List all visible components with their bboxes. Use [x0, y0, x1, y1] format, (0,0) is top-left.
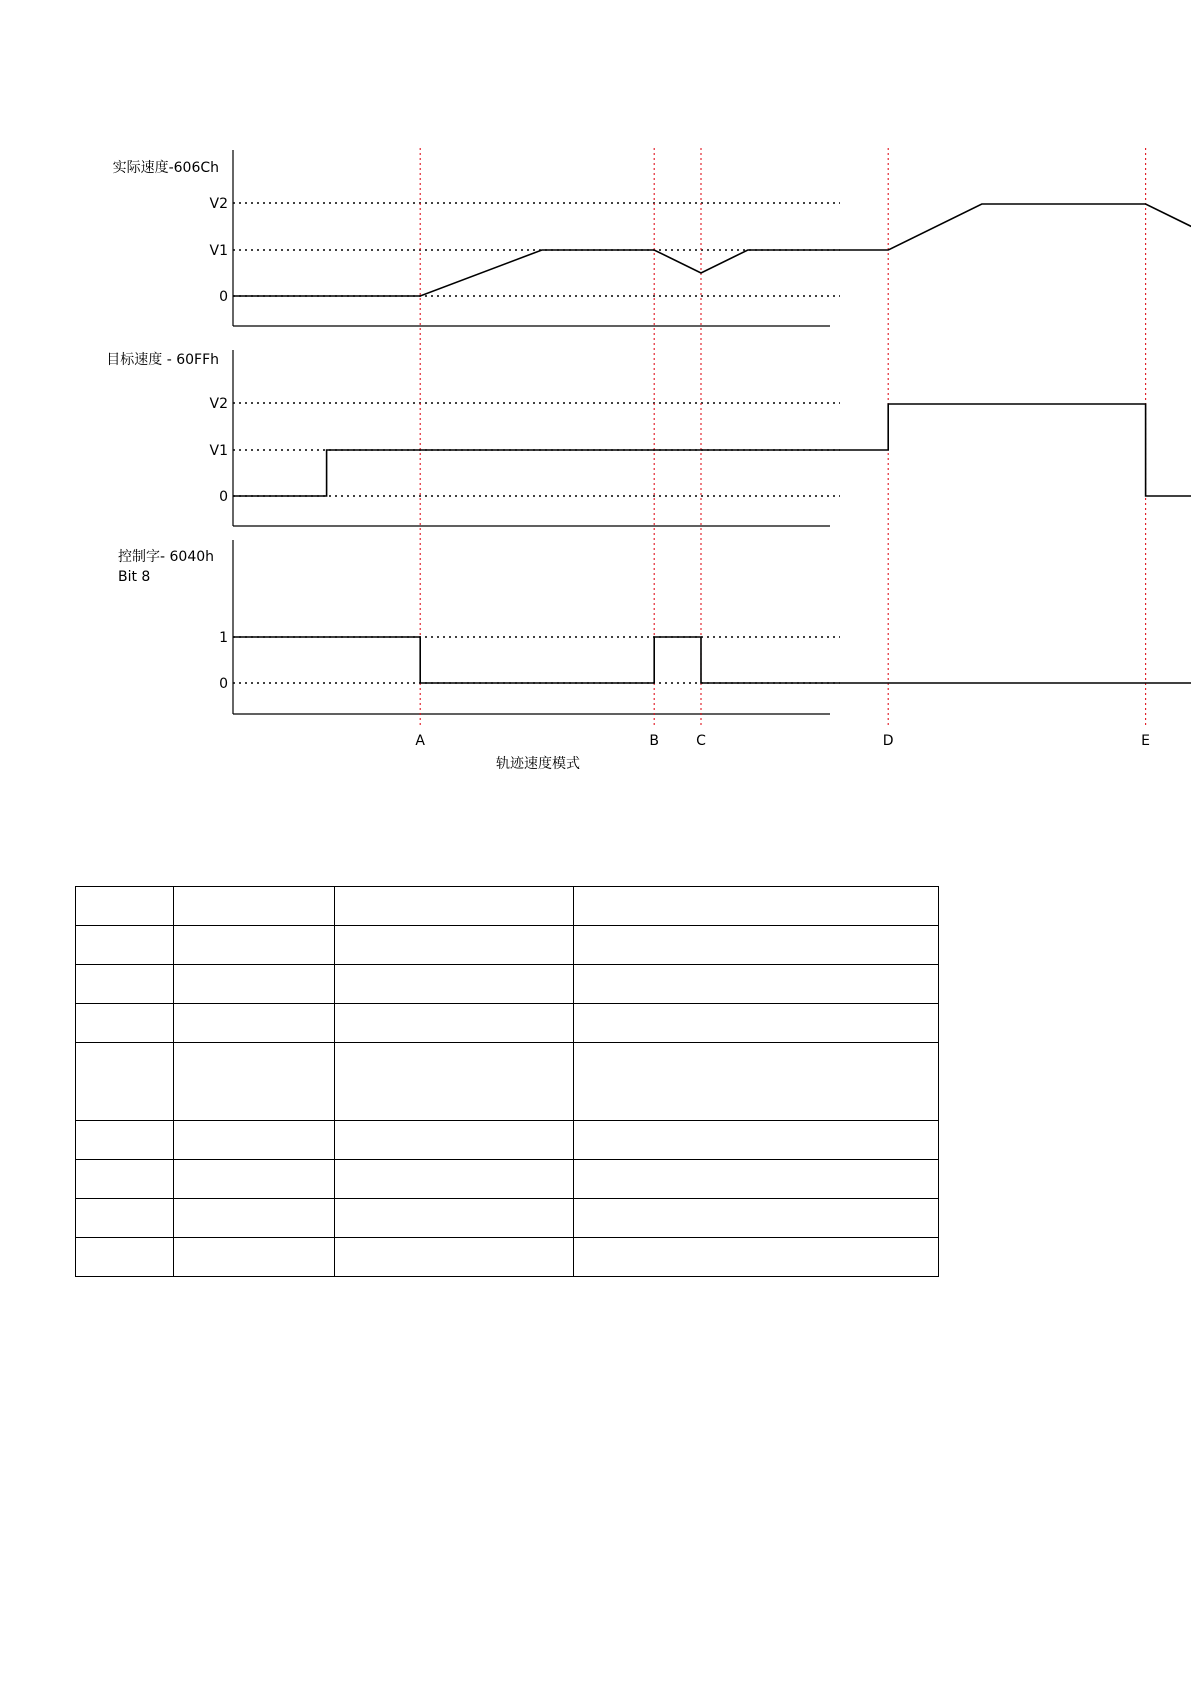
level-label: 0	[219, 676, 228, 692]
level-label: 0	[219, 489, 228, 505]
table-cell	[76, 887, 174, 926]
event-label-e: E	[1141, 733, 1151, 749]
table-cell	[76, 1160, 174, 1199]
event-labels	[415, 733, 1191, 749]
table-cell	[574, 1121, 939, 1160]
table-cell	[574, 1238, 939, 1277]
table-cell	[335, 1121, 574, 1160]
table-cell	[76, 1004, 174, 1043]
table-cell	[335, 1238, 574, 1277]
table-cell	[76, 926, 174, 965]
table-row	[76, 1004, 939, 1043]
panel-controlword	[118, 540, 840, 714]
table-cell	[174, 1199, 335, 1238]
table-row	[76, 1199, 939, 1238]
table-cell	[76, 1121, 174, 1160]
table-cell	[335, 965, 574, 1004]
table-row	[76, 1238, 939, 1277]
signal-trace-controlword	[233, 637, 1191, 683]
event-label-c: C	[696, 733, 706, 749]
x-axis-title: 轨迹速度模式	[496, 756, 580, 772]
table-cell	[574, 965, 939, 1004]
panel-target	[106, 350, 840, 526]
table-cell	[335, 1004, 574, 1043]
table-cell	[335, 1043, 574, 1121]
table-row	[76, 965, 939, 1004]
level-label: V1	[209, 243, 228, 259]
level-label: V2	[209, 196, 228, 212]
panel-title: Bit 8	[118, 569, 151, 585]
table-row	[76, 926, 939, 965]
event-label-d: D	[882, 733, 894, 749]
event-label-b: B	[649, 733, 660, 749]
table-cell	[174, 1004, 335, 1043]
table-cell	[174, 965, 335, 1004]
table-cell	[574, 887, 939, 926]
table-cell	[174, 1043, 335, 1121]
table-cell	[174, 887, 335, 926]
table-cell	[574, 1004, 939, 1043]
table-cell	[335, 887, 574, 926]
trajectory-velocity-diagram	[0, 0, 1191, 820]
event-markers	[420, 148, 1191, 728]
table-row	[76, 1160, 939, 1199]
panels-layer	[106, 150, 840, 714]
event-label-a: A	[415, 733, 425, 749]
table-cell	[174, 1121, 335, 1160]
table-cell	[335, 926, 574, 965]
table-cell	[574, 926, 939, 965]
level-label: V2	[209, 396, 228, 412]
table-cell	[76, 965, 174, 1004]
signal-traces	[233, 204, 1191, 683]
table-row	[76, 1121, 939, 1160]
data-table	[75, 886, 939, 1277]
table-cell	[174, 926, 335, 965]
panel-actual	[113, 150, 840, 326]
table-cell	[574, 1160, 939, 1199]
level-label: V1	[209, 443, 228, 459]
level-label: 1	[219, 630, 228, 646]
table-cell	[335, 1199, 574, 1238]
panel-title: 目标速度 - 60FFh	[106, 352, 219, 368]
panel-title: 控制字- 6040h	[118, 549, 215, 565]
table-row	[76, 1043, 939, 1121]
table-cell	[76, 1043, 174, 1121]
table-cell	[76, 1199, 174, 1238]
signal-trace-target	[233, 404, 1191, 496]
table-cell	[174, 1160, 335, 1199]
panel-title: 实际速度-606Ch	[112, 160, 219, 176]
signal-trace-actual	[233, 204, 1191, 296]
table-cell	[574, 1199, 939, 1238]
table-cell	[574, 1043, 939, 1121]
level-label: 0	[219, 289, 228, 305]
table-cell	[174, 1238, 335, 1277]
table-row	[76, 887, 939, 926]
table-cell	[76, 1238, 174, 1277]
table-cell	[335, 1160, 574, 1199]
